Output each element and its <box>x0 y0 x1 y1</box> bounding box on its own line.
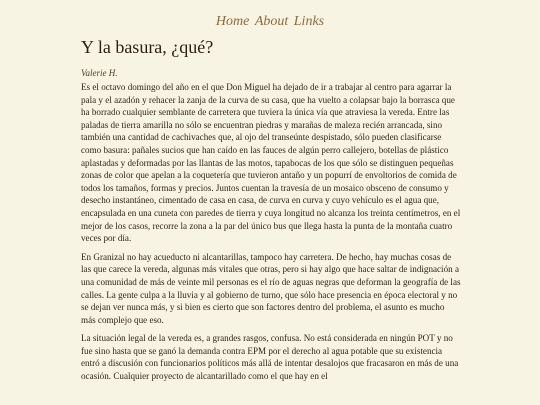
nav-link-links[interactable]: Links <box>293 14 325 29</box>
article-paragraph-3: La situación legal de la vereda es, a grandes rasgos, confusa. No está considerada en ningún POT y no fue sino hasta que se ganó la demanda contra EPM por el derecho al agua potable que su existencia entró a discusión con funcionarios políticos más allá de intentar desalojos que fracasaron en más de una ocasión. Cualquier proyecto de alcantarillado como el que hay en el <box>81 333 459 382</box>
article <box>81 36 461 389</box>
article-title: Y la basura, ¿qué? <box>81 37 214 57</box>
top-navigation <box>0 14 540 30</box>
nav-link-about[interactable]: About <box>254 14 289 29</box>
article-paragraph-2: En Granizal no hay acueducto ni alcantarillas, tampoco hay carretera. De hecho, hay muchas cosas de las que carece la vereda, algunas más vitales que otras, pero si hay algo que hace saltar de indignación a una comunidad de más de veinte mil personas es el río de aguas negras que deforman la geografía de las calles. La gente culpa a la lluvia y al gobierno de turno, que sólo hace presencia en época electoral y no se dejan ver nunca más, y si bien es cierto que son factores dentro del problema, el asunto es mucho más complejo que eso. <box>81 251 461 325</box>
article-paragraph-1: Es el octavo domingo del año en el que Don Miguel ha dejado de ir a trabajar al centro para agarrar la pala y el azadón y rehacer la zanja de la curva de su casa, que ha vuelto a colapsar bajo la borrasca que ha borrado cualquier semblante de carretera que tuviera la única vía que atraviesa la vereda. Entre las paladas de tierra amarilla no sólo se encuentran piedras y marañas de maleza recién arrancada, sino también una cantidad de cachivaches que, al ojo del transeúnte despistado, sólo pueden clasificarse como basura: pañales sucios que han caído en las fauces de algún perro callejero, botellas de plástico aplastadas y deformadas por las llantas de las motos, tapabocas de los que sólo se distinguen pequeñas zonas de color que apelan a la coquetería que tuvieron antaño y un popurrí de envoltorios de comida de todos los tamaños, formas y precios. Juntos cuentan la travesía de un mosaico obsceno de consumo y desecho instantáneo, cimentado de casa en casa, de curva en curva y cuyo vehículo es el agua que, encapsulada en una cuneta con paredes de tierra y cuya longitud no alcanza los treinta centímetros, en el mejor de los casos, recorre la zona a la par del único bus que llega hasta la punta de la montaña cuatro veces por día. <box>81 82 461 244</box>
article-author: Valerie H. <box>81 68 118 78</box>
nav-link-home[interactable]: Home <box>215 14 250 29</box>
